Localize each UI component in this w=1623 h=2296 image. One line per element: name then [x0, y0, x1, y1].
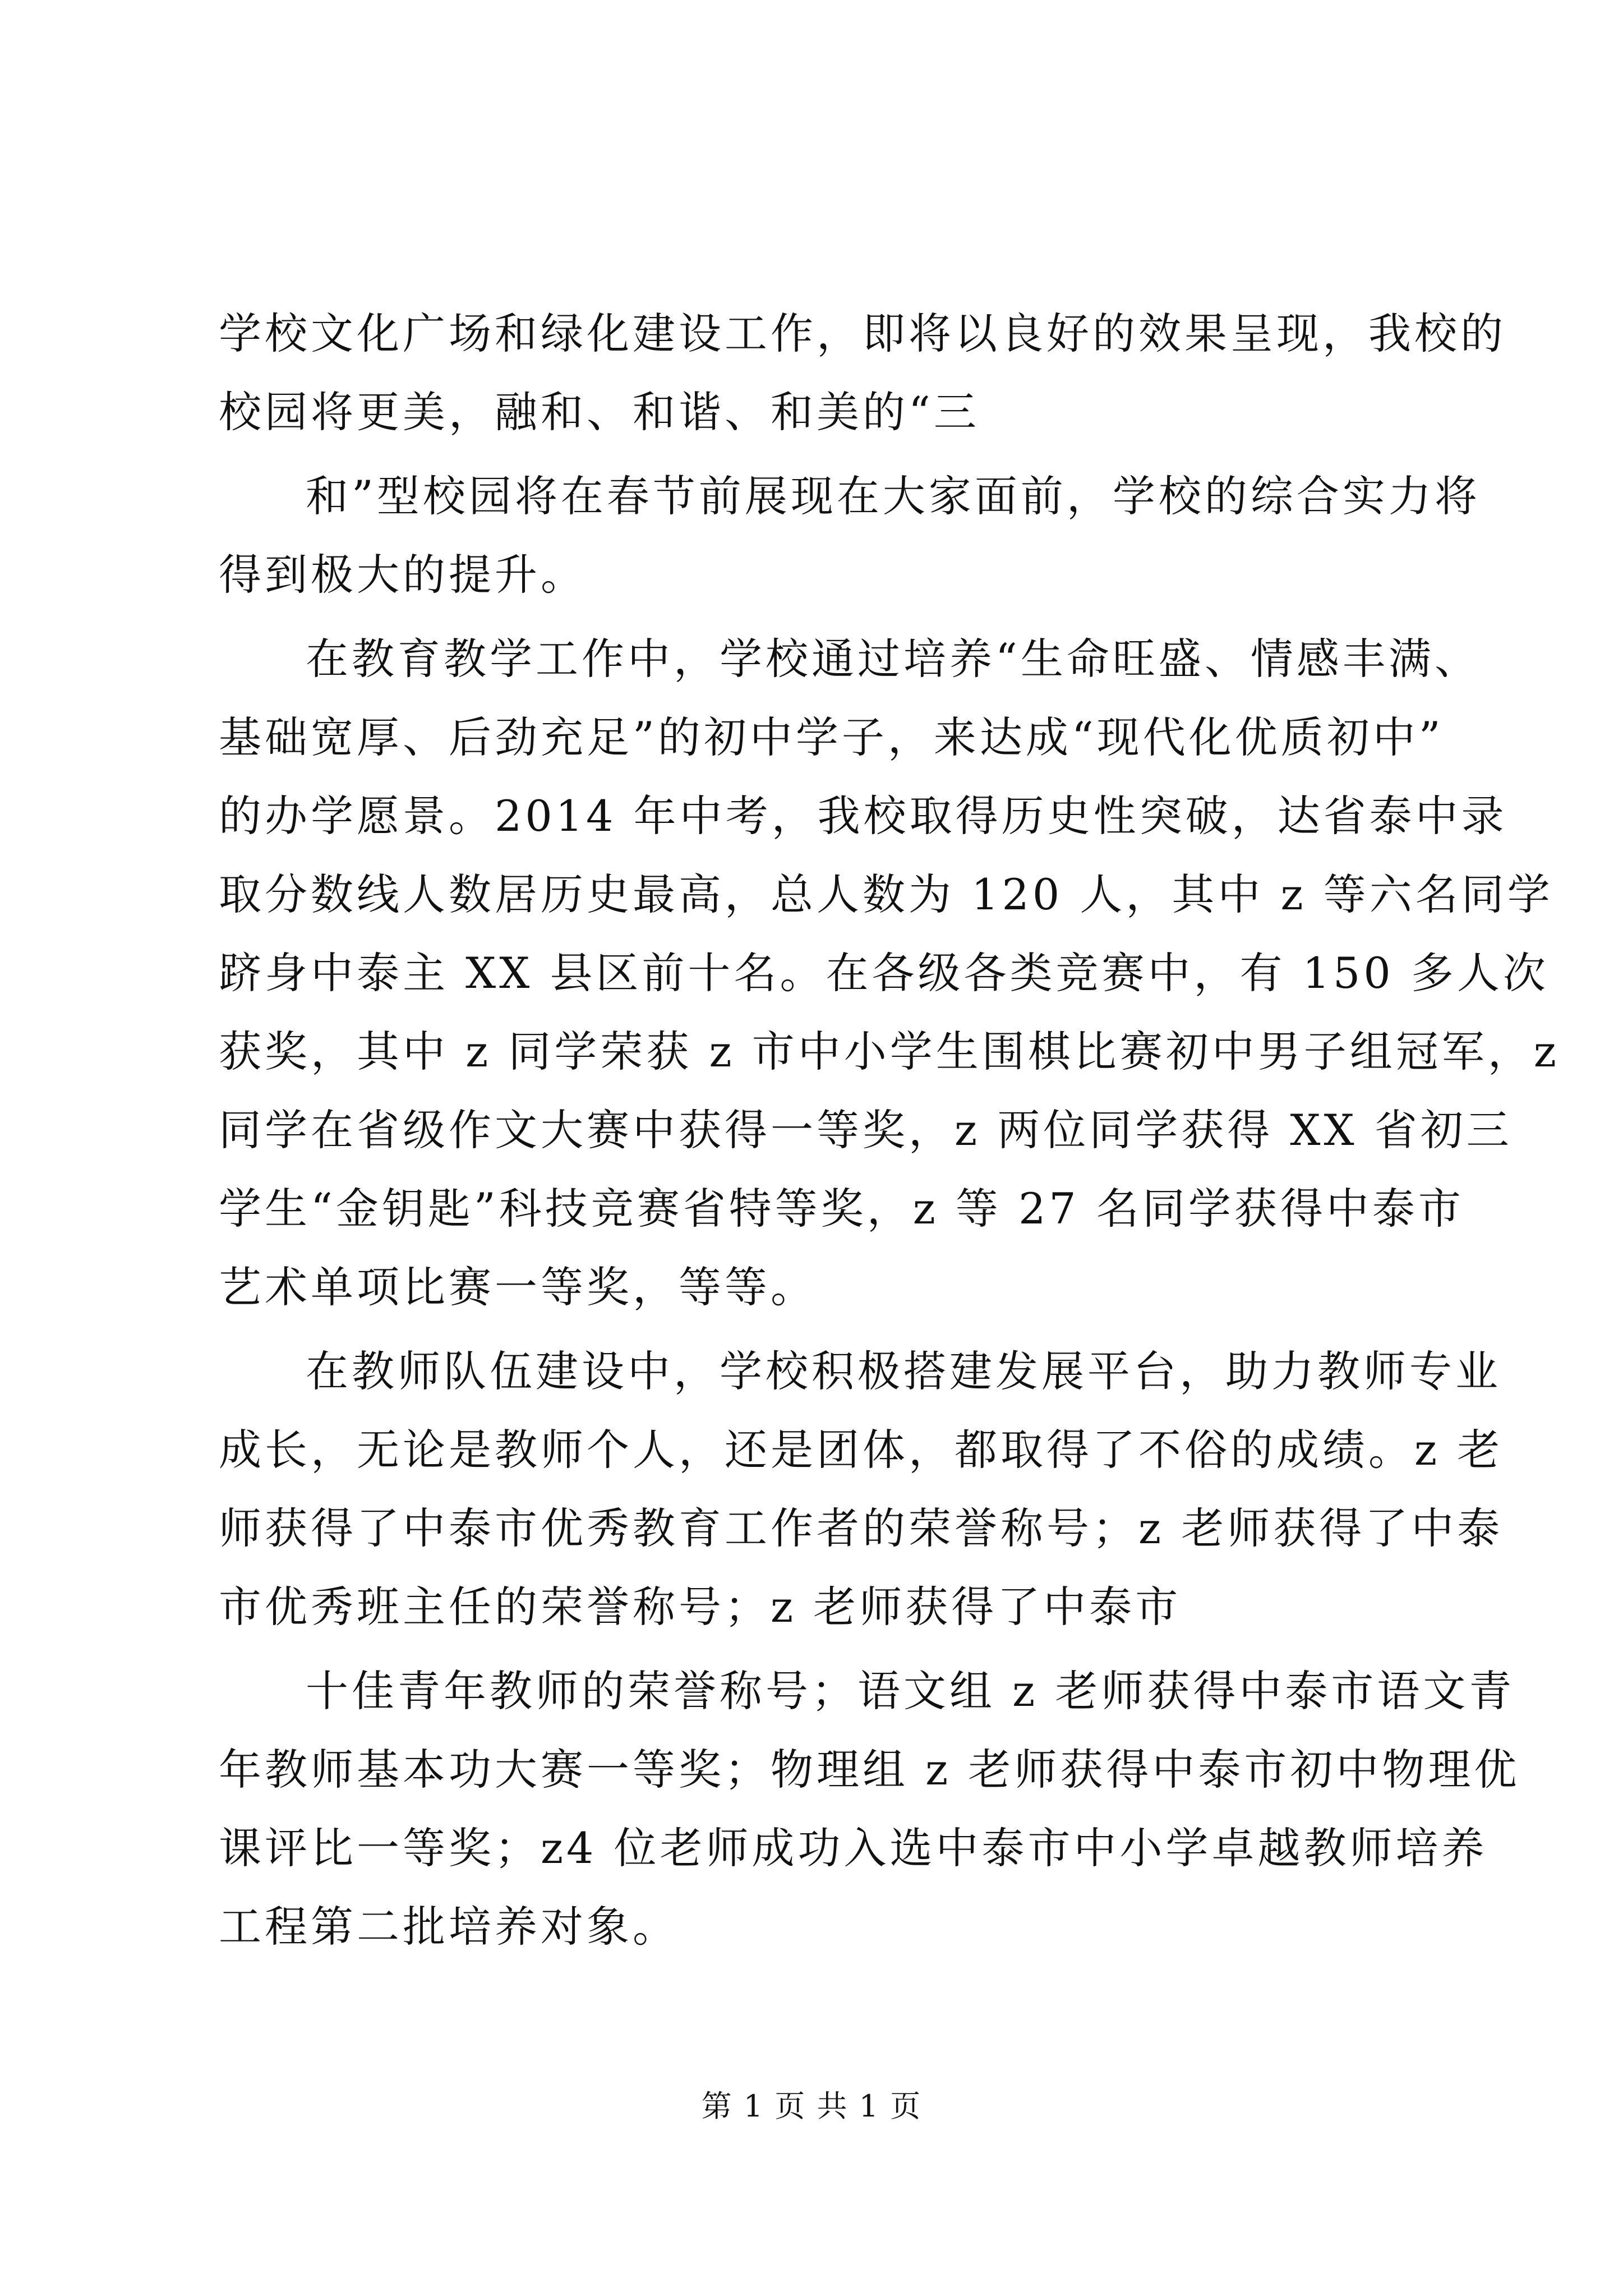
body-text-line: 基础宽厚、后劲充足”的初中学子，来达成“现代化优质初中” — [219, 712, 1444, 762]
body-text-line: 成长，无论是教师个人，还是团体，都取得了不俗的成绩。z 老 — [219, 1425, 1504, 1475]
body-text-line: 市优秀班主任的荣誉称号；z 老师获得了中泰市 — [219, 1582, 1182, 1632]
paragraph-first-line: 十佳青年教师的荣誉称号；语文组 z 老师获得中泰市语文青 — [306, 1666, 1515, 1716]
body-text-line: 获奖，其中 z 同学荣获 z 市中小学生围棋比赛初中男子组冠军，z — [219, 1027, 1560, 1076]
body-text-line: 工程第二批培养对象。 — [219, 1902, 679, 1952]
body-text-line: 年教师基本功大赛一等奖；物理组 z 老师获得中泰市初中物理优 — [219, 1745, 1520, 1795]
body-text-line: 校园将更美，融和、和谐、和美的“三 — [219, 387, 980, 437]
body-text-line: 艺术单项比赛一等奖，等等。 — [219, 1262, 817, 1312]
body-text-line: 学生“金钥匙”科技竞赛省特等奖，z 等 27 名同学获得中泰市 — [219, 1184, 1464, 1234]
body-text-line: 课评比一等奖；z4 位老师成功入选中泰市中小学卓越教师培养 — [219, 1823, 1488, 1873]
body-text-line: 的办学愿景。2014 年中考，我校取得历史性突破，达省泰中录 — [219, 791, 1507, 841]
paragraph-first-line: 在教师队伍建设中，学校积极搭建发展平台，助力教师专业 — [306, 1346, 1501, 1396]
body-text-line: 取分数线人数居历史最高，总人数为 120 人，其中 z 等六名同学 — [219, 869, 1553, 919]
paragraph-first-line: 和”型校园将在春节前展现在大家面前，学校的综合实力将 — [306, 471, 1481, 521]
body-text-line: 同学在省级作文大赛中获得一等奖，z 两位同学获得 XX 省初三 — [219, 1105, 1513, 1155]
paragraph-first-line: 在教育教学工作中，学校通过培养“生命旺盛、情感丰满、 — [306, 634, 1481, 684]
body-text-line: 跻身中泰主 XX 县区前十名。在各级各类竞赛中，有 150 多人次 — [219, 948, 1549, 998]
body-text-line: 得到极大的提升。 — [219, 550, 587, 600]
body-text-line: 师获得了中泰市优秀教育工作者的荣誉称号；z 老师获得了中泰 — [219, 1503, 1504, 1553]
page-number-footer: 第 1 页 共 1 页 — [701, 2088, 922, 2124]
body-text-line: 学校文化广场和绿化建设工作，即将以良好的效果呈现，我校的 — [219, 309, 1506, 358]
